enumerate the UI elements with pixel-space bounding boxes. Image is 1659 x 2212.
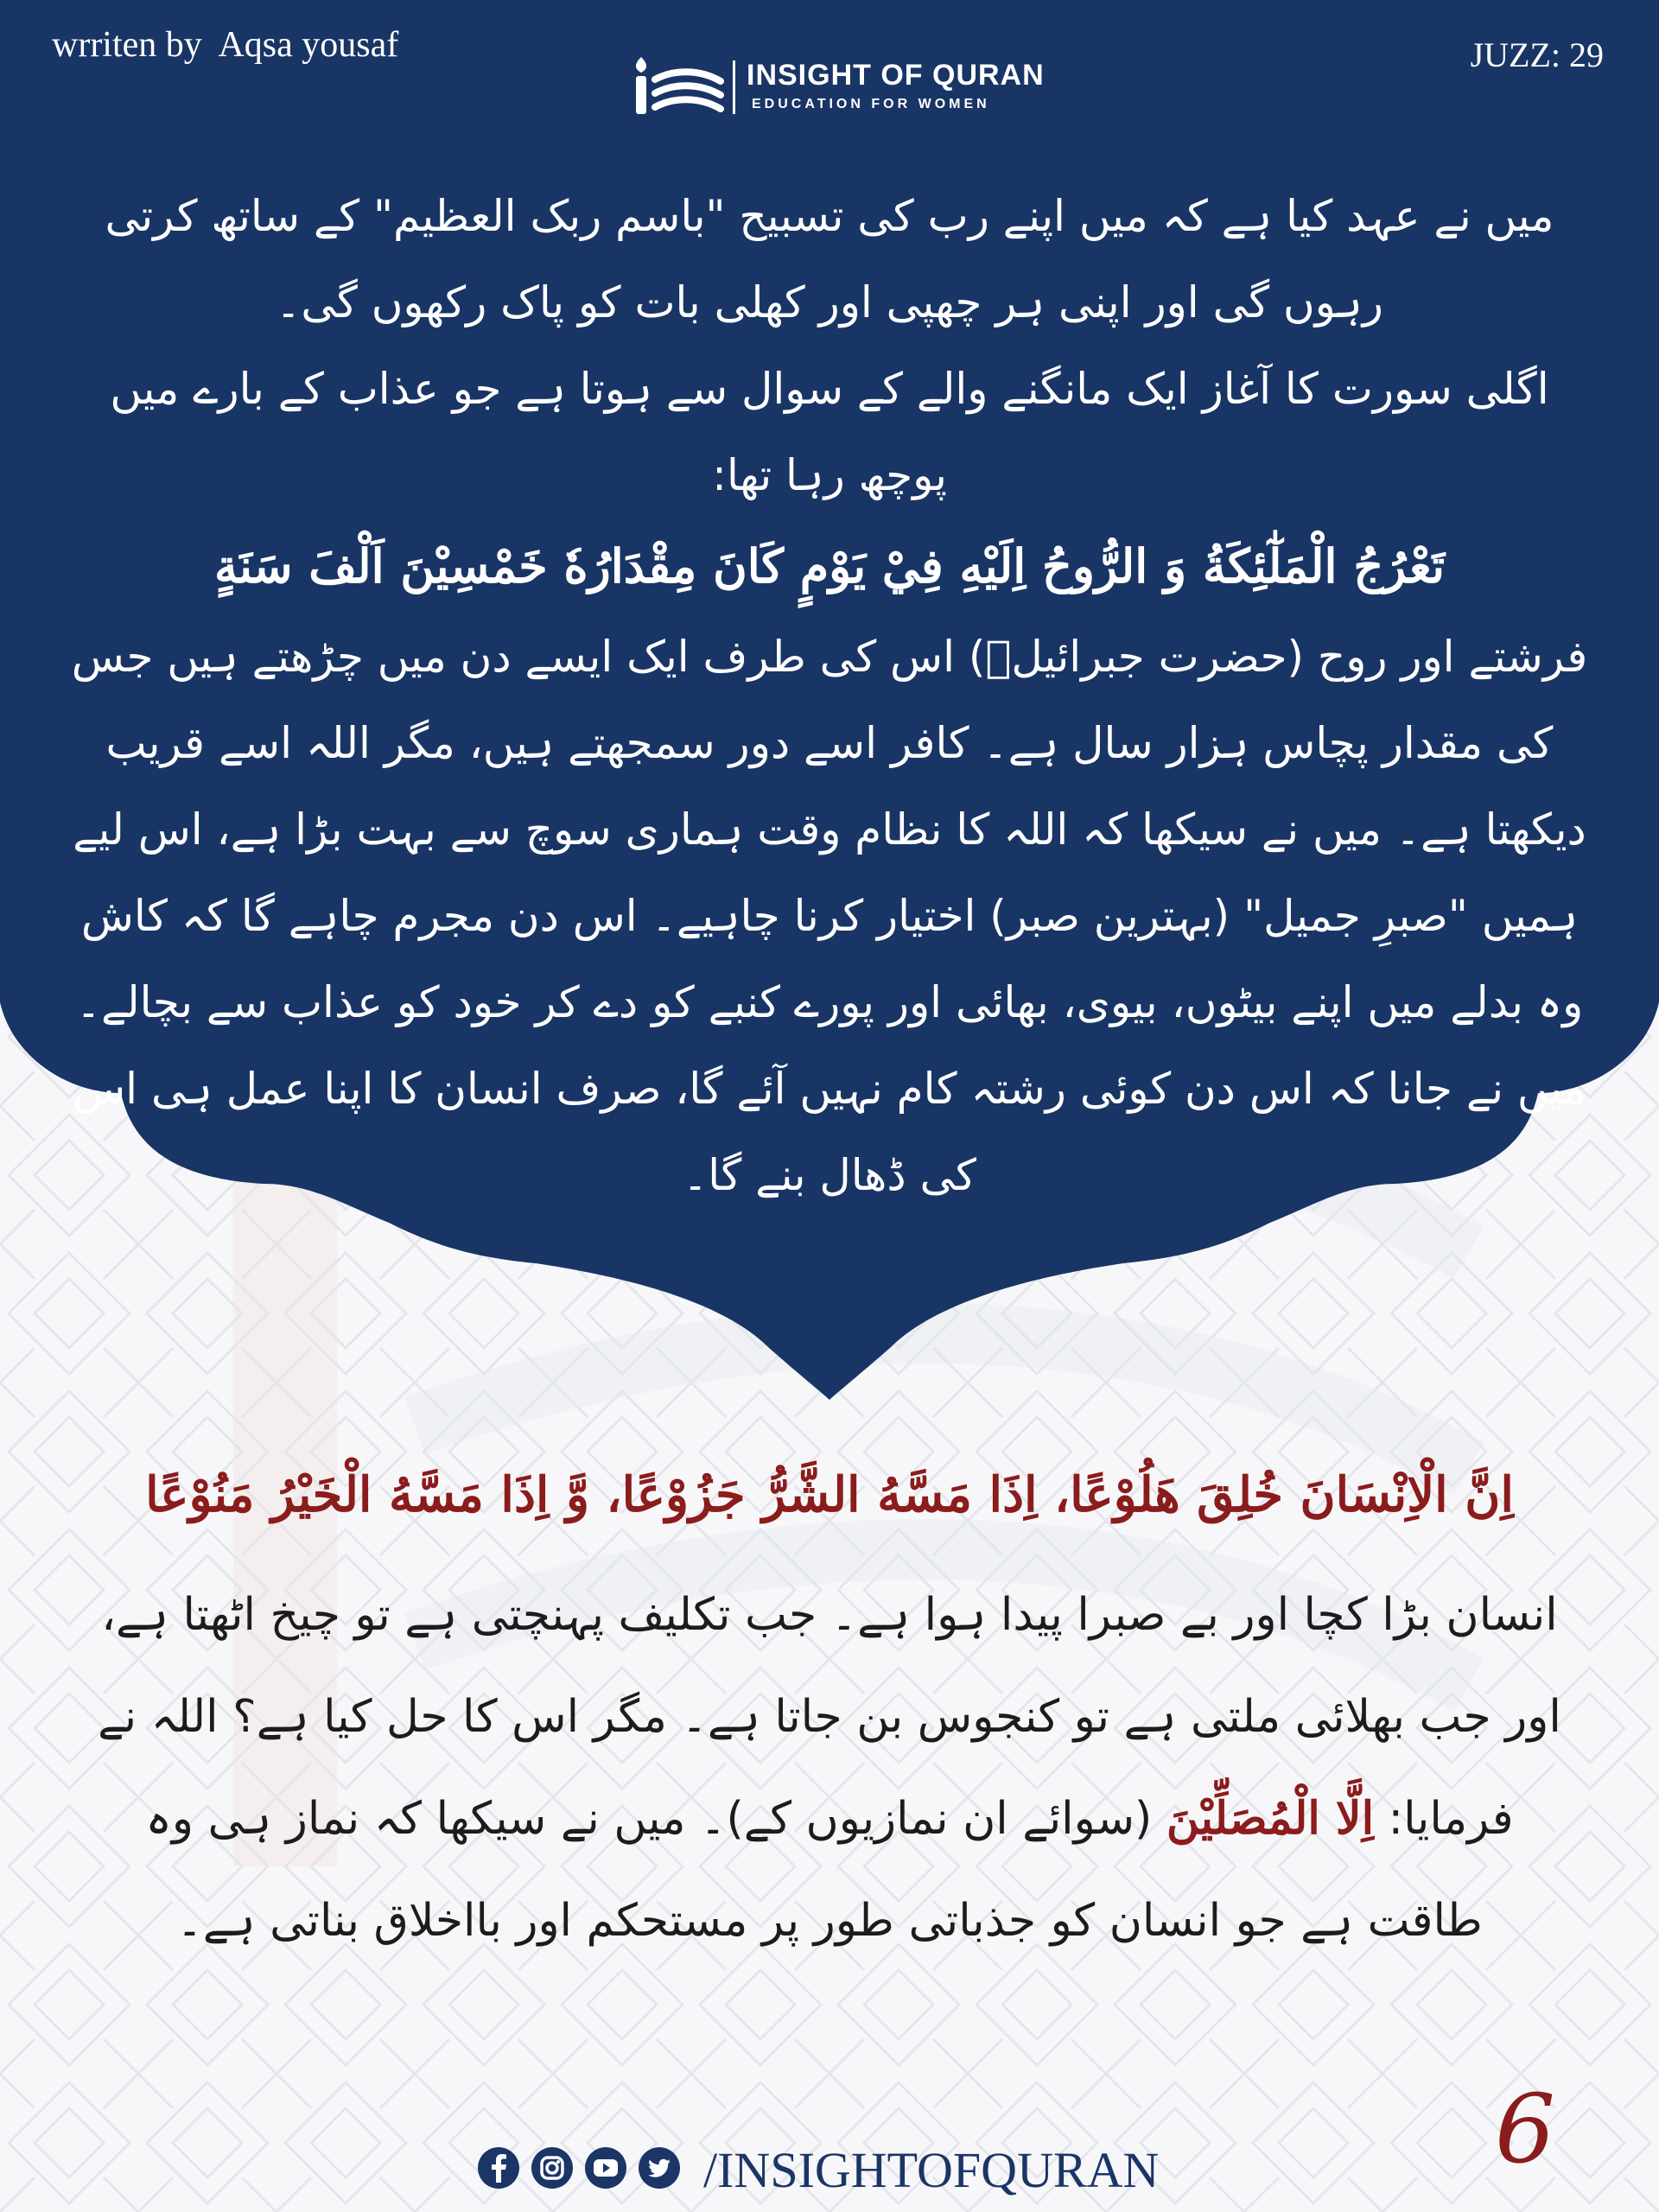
intro-paragraph: میں نے عہد کیا ہے کہ میں اپنے رب کی تسبیح "باسم ربک العظیم" کے ساتھ کرتی رہوں گی اور اپنی ہر چھپی اور کھلی بات کو پاک رکھوں گی۔ [105, 191, 1554, 327]
youtube-icon[interactable] [584, 2146, 627, 2190]
brand-logo [631, 54, 1045, 123]
banner-content [60, 173, 1599, 1218]
page-number: 6 [1495, 2074, 1555, 2184]
explanation-paragraph: فرشتے اور روح (حضرت جبرائیلؑ) اس کی طرف ایک ایسے دن میں چڑھتے ہیں جس کی مقدار پچاس ہزار سال ہے۔ کافر اسے دور سمجھتے ہیں، مگر اللہ اسے قریب دیکھتا ہے۔ میں نے سیکھا کہ اللہ کا نظام وقت ہماری سوچ سے بہت بڑا ہے، اس لیے ہمیں "صبرِ جمیل" (بہترین صبر) اختیار کرنا چاہیے۔ اس دن مجرم چاہے گا کہ کاش وہ بدلے میں اپنے بیٹوں، بیوی، بھائی اور پورے کنبے کو دے کر خود کو عذاب سے بچالے۔ میں نے جانا کہ اس دن کوئی رشتہ کام نہیں آئے گا، صرف انسان کا اپنا عمل ہی اس کی ڈھال بنے گا۔ [71, 632, 1588, 1200]
instagram-icon[interactable] [531, 2146, 574, 2190]
lesson-text-part1: انسان بڑا کچا اور بے صبرا پیدا ہوا ہے۔ جب تکلیف پہنچتی ہے تو چیخ اٹھتا ہے، اور جب بھلائی ملتی ہے تو کنجوس بن جاتا ہے۔ مگر اس کا حل کیا ہے؟ اللہ نے فرمایا: [98, 1589, 1561, 1845]
facebook-icon[interactable] [477, 2146, 520, 2190]
author-credit: wrriten by Aqsa yousaf [52, 25, 399, 65]
logo-mark-icon [631, 54, 726, 123]
surah-intro-paragraph: اگلی سورت کا آغاز ایک مانگنے والے کے سوال سے ہوتا ہے جو عذاب کے بارے میں پوچھ رہا تھا: [110, 364, 1549, 500]
lesson-paragraph [95, 1564, 1564, 1972]
juzz-label: JUZZ: 29 [1470, 35, 1604, 74]
inline-ayah: اِلَّا الْمُصَلِّيْنَ [1166, 1792, 1375, 1845]
logo-subtitle: EDUCATION FOR WOMEN [752, 97, 990, 111]
logo-title: INSIGHT OF QURAN [747, 59, 1045, 92]
twitter-icon[interactable] [638, 2146, 681, 2190]
social-handle[interactable]: /INSIGHTOFQURAN [703, 2142, 1160, 2198]
logo-divider [733, 60, 735, 114]
lesson-text-part2: (سوائے ان نمازیوں کے)۔ میں نے سیکھا کہ نماز ہی وہ طاقت ہے جو انسان کو جذباتی طور پر مستحکم اور بااخلاق بناتی ہے۔ [145, 1793, 1483, 1947]
social-footer [477, 2141, 1255, 2210]
quran-ayah: تَعْرُجُ الْمَلٰٓئِكَةُ وَ الرُّوحُ اِلَيْهِ فِيْ يَوْمٍ كَانَ مِقْدَارُهٗ خَمْسِيْنَ اَلْفَ سَنَةٍ [213, 538, 1446, 594]
quran-ayah-lower: اِنَّ الْاِنْسَانَ خُلِقَ هَلُوْعًا، اِذَا مَسَّهُ الشَّرُّ جَزُوْعًا، وَّ اِذَا مَسَّهُ الْخَيْرُ مَنُوْعًا [145, 1466, 1514, 1523]
